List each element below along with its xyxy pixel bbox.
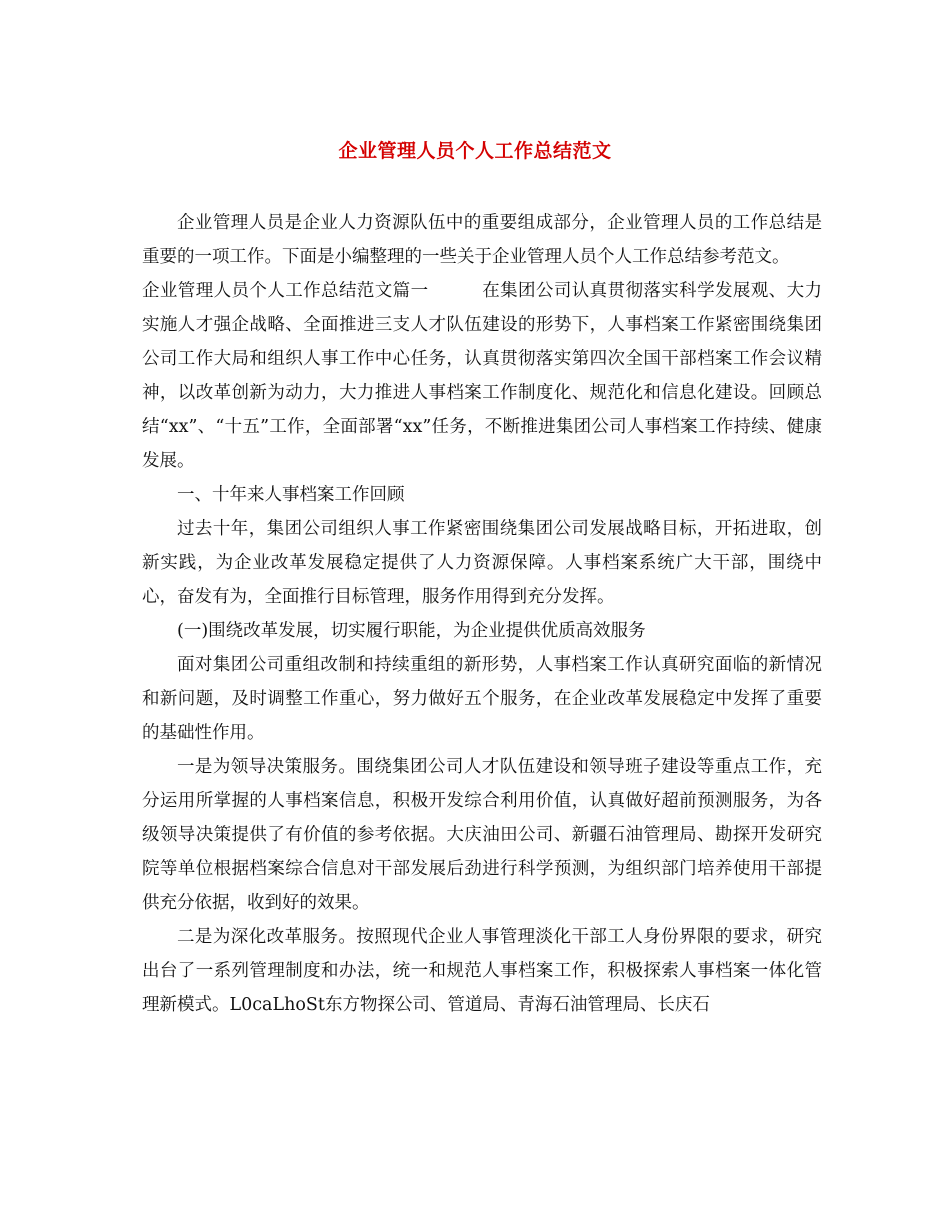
document-title: 企业管理人员个人工作总结范文 bbox=[338, 140, 612, 162]
paragraph-reform-service: 二是为深化改革服务。按照现代企业人事管理淡化干部工人身份界限的要求，研究出台了一系列管理制度和办法，统一和规范人事档案工作，积极探索人事档案一体化管理新模式。L0caLhoSt东方物探公司、管道局、青海石油管理局、长庆石 bbox=[142, 927, 822, 1015]
paragraph-decision-service: 一是为领导决策服务。围绕集团公司人才队伍建设和领导班子建设等重点工作，充分运用所掌握的人事档案信息，积极开发综合利用价值，认真做好超前预测服务，为各级领导决策提供了有价值的参考依据。大庆油田公司、新疆石油管理局、勘探开发研究院等单位根据档案综合信息对干部发展后劲进行科学预测，为组织部门培养使用干部提供充分依据，收到好的效果。 bbox=[142, 757, 822, 913]
subsection-heading: (一)围绕改革发展，切实履行职能，为企业提供优质高效服务 bbox=[177, 621, 646, 641]
section-heading: 一、十年来人事档案工作回顾 bbox=[177, 485, 405, 505]
paragraph-intro: 企业管理人员是企业人力资源队伍中的重要组成部分，企业管理人员的工作总结是重要的一项工作。下面是小编整理的一些关于企业管理人员个人工作总结参考范文。 bbox=[142, 213, 822, 267]
document-body bbox=[142, 206, 822, 1022]
paragraph-new-situation: 面对集团公司重组改制和持续重组的新形势，人事档案工作认真研究面临的新情况和新问题，及时调整工作重心，努力做好五个服务，在企业改革发展稳定中发挥了重要的基础性作用。 bbox=[142, 655, 822, 743]
paragraph-article-one: 企业管理人员个人工作总结范文篇一 在集团公司认真贯彻落实科学发展观、大力实施人才强企战略、全面推进三支人才队伍建设的形势下，人事档案工作紧密围绕集团公司工作大局和组织人事工作中心任务，认真贯彻落实第四次全国干部档案工作会议精神，以改革创新为动力，大力推进人事档案工作制度化、规范化和信息化建设。回顾总结“xx”、“十五”工作，全面部署“xx”任务，不断推进集团公司人事档案工作持续、健康发展。 bbox=[142, 281, 822, 471]
paragraph-review: 过去十年，集团公司组织人事工作紧密围绕集团公司发展战略目标，开拓进取，创新实践，为企业改革发展稳定提供了人力资源保障。人事档案系统广大干部，围绕中心，奋发有为，全面推行目标管理，服务作用得到充分发挥。 bbox=[142, 519, 822, 607]
